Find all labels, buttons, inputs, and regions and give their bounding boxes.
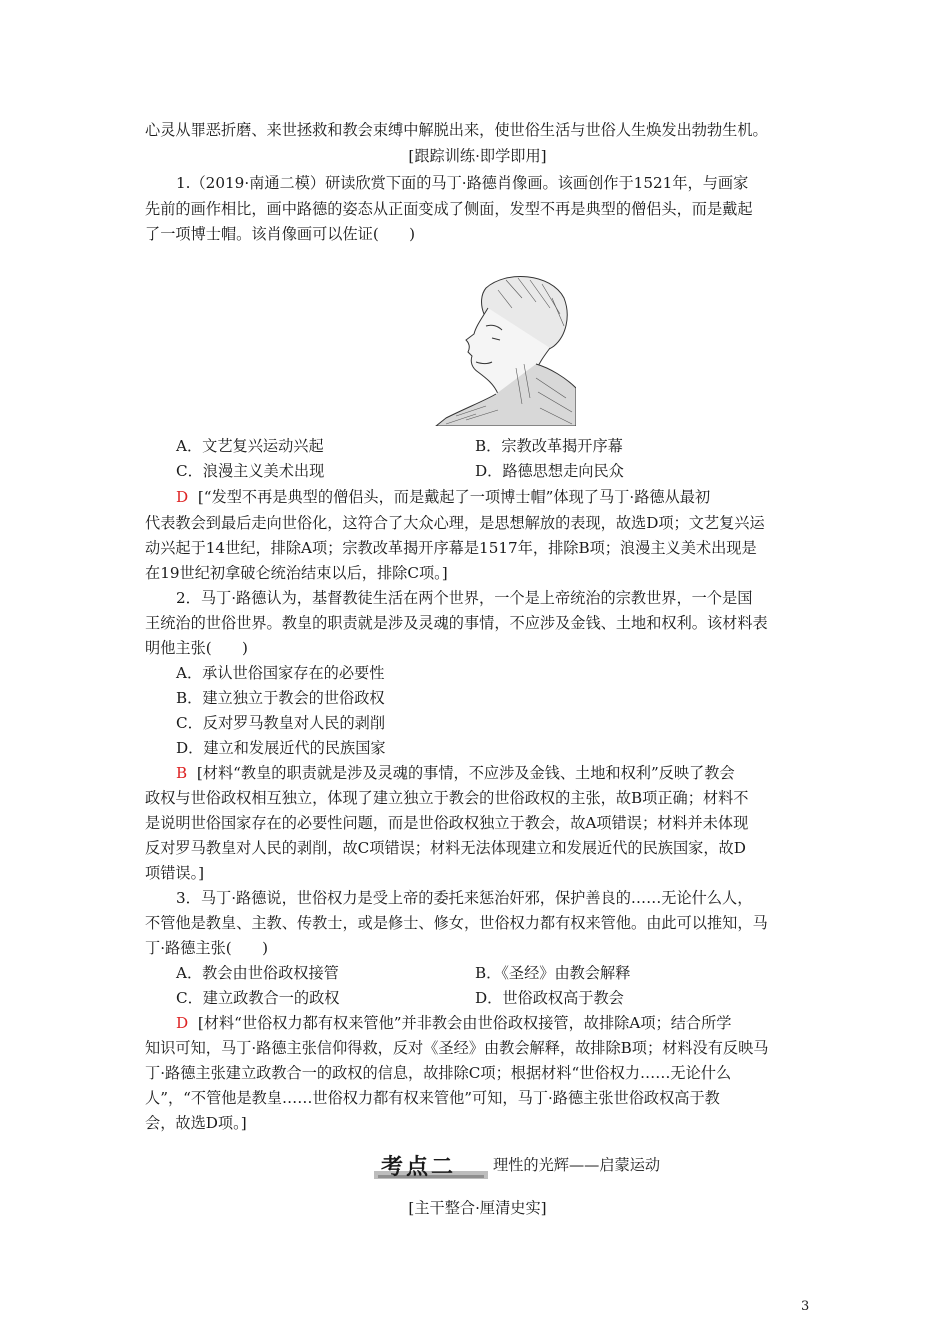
question-3-line: 不管他是教皇、主教、传教士，或是修士、修女，世俗权力都有权来管他。由此可以推知，马 <box>145 914 768 932</box>
explanation-text: [“发型不再是典型的僧侣头，而是戴起了一项博士帽”体现了马丁·路德从最初 <box>197 488 711 506</box>
explanation-text: 丁·路德主张建立政教合一的政权的信息，故排除C项；根据材料“世俗权力……无论什么 <box>145 1064 732 1082</box>
explanation-text: 代表教会到最后走向世俗化，这符合了大众心理，是思想解放的表现，故选D项；文艺复兴运 <box>145 514 765 532</box>
option-a[interactable]: A．文艺复兴运动兴起 <box>176 437 324 455</box>
explanation-text: 是说明世俗国家存在的必要性问题，而是世俗政权独立于教会，故A项错误；材料并未体现 <box>145 814 749 832</box>
explanation-text: 反对罗马教皇对人民的剥削，故C项错误；材料无法体现建立和发展近代的民族国家，故D <box>145 839 746 857</box>
question-3-line: 3．马丁·路德说，世俗权力是受上帝的委托来惩治奸邪，保护善良的……无论什么人， <box>176 889 753 907</box>
explanation-text: [材料“世俗权力都有权来管他”并非教会由世俗政权接管，故排除A项；结合所学 <box>197 1014 732 1032</box>
explanation-text: [材料“教皇的职责就是涉及灵魂的事情，不应涉及金钱、土地和权利”反映了教会 <box>196 764 735 782</box>
option-d[interactable]: D．世俗政权高于教会 <box>475 989 624 1007</box>
question-1-line: 了一项博士帽。该肖像画可以佐证( ) <box>145 225 416 243</box>
option-b[interactable]: B．宗教改革揭开序幕 <box>475 437 623 455</box>
answer-letter: D <box>176 1014 189 1032</box>
kaodian-title: 理性的光辉——启蒙运动 <box>493 1156 661 1174</box>
option-c[interactable]: C．浪漫主义美术出现 <box>176 462 325 480</box>
explanation-text: 政权与世俗政权相互独立，体现了建立独立于教会的世俗政权的主张，故B项正确；材料不 <box>145 789 749 807</box>
answer-explanation <box>145 485 810 509</box>
option-d[interactable]: D．建立和发展近代的民族国家 <box>176 739 386 757</box>
page-number: 3 <box>801 1299 810 1314</box>
option-c[interactable]: C．反对罗马教皇对人民的剥削 <box>176 714 386 732</box>
option-b[interactable]: B．《圣经》由教会解释 <box>475 964 631 982</box>
question-2-line: 明他主张( ) <box>145 639 248 657</box>
section-heading: [主干整合·厘清史实] <box>408 1199 547 1217</box>
question-3-line: 丁·路德主张( ) <box>145 939 268 957</box>
explanation-text: 项错误。] <box>145 864 205 882</box>
question-1-line: 先前的画作相比，画中路德的姿态从正面变成了侧面，发型不再是典型的僧侣头，而是戴起 <box>145 200 753 218</box>
explanation-text: 知识可知，马丁·路德主张信仰得救，反对《圣经》由教会解释，故排除B项；材料没有反映马 <box>145 1039 769 1057</box>
option-a[interactable]: A．教会由世俗政权接管 <box>176 964 339 982</box>
question-2-line: 2．马丁·路德认为，基督教徒生活在两个世界，一个是上帝统治的宗教世界，一个是国 <box>176 589 753 607</box>
explanation-text: 会，故选D项。] <box>145 1114 247 1132</box>
answer-letter: B <box>176 764 188 782</box>
explanation-text: 人”，“不管他是教皇……世俗权力都有权来管他”可知，马丁·路德主张世俗政权高于教 <box>145 1089 720 1107</box>
kaodian-label: 考点二 <box>381 1154 457 1180</box>
option-a[interactable]: A．承认世俗国家存在的必要性 <box>176 664 385 682</box>
option-c[interactable]: C．建立政教合一的政权 <box>176 989 340 1007</box>
section-heading: [跟踪训练·即学即用] <box>408 147 547 165</box>
answer-explanation <box>145 1011 810 1035</box>
question-1-line: 1.（2019·南通二模）研读欣赏下面的马丁·路德肖像画。该画创作于1521年，与画家 <box>176 174 749 192</box>
option-b[interactable]: B．建立独立于教会的世俗政权 <box>176 689 385 707</box>
explanation-text: 动兴起于14世纪，排除A项；宗教改革揭开序幕是1517年，排除B项；浪漫主义美术出现是 <box>145 539 757 557</box>
answer-letter: D <box>176 488 189 506</box>
luther-portrait-image <box>426 268 576 426</box>
explanation-text: 在19世纪初拿破仑统治结束以后，排除C项。] <box>145 564 448 582</box>
body-text-line: 心灵从罪恶折磨、来世拯救和教会束缚中解脱出来，使世俗生活与世俗人生焕发出勃勃生机。 <box>145 121 768 139</box>
option-d[interactable]: D．路德思想走向民众 <box>475 462 624 480</box>
question-2-line: 王统治的世俗世界。教皇的职责就是涉及灵魂的事情，不应涉及金钱、土地和权利。该材料表 <box>145 614 768 632</box>
answer-explanation <box>145 761 810 785</box>
